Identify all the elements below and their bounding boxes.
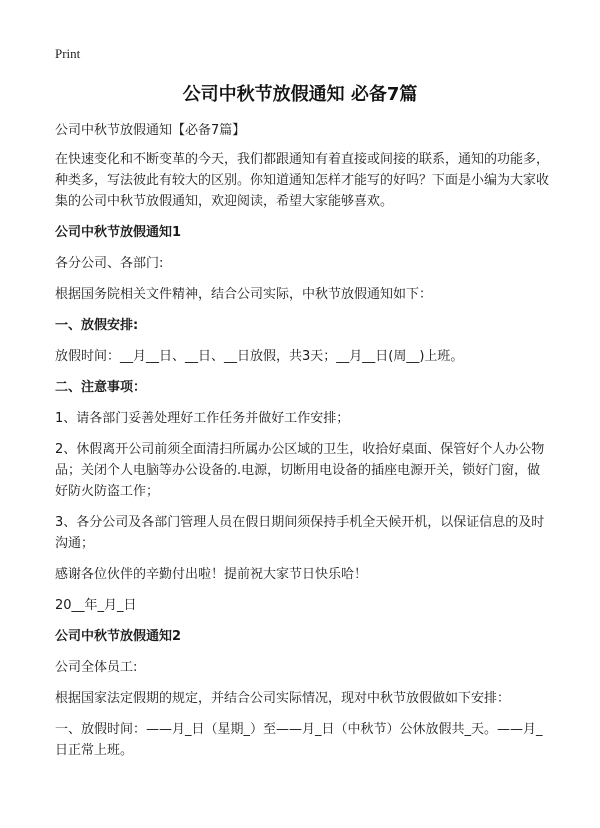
holiday-time: 放假时间：__月__日、__日、__日放假，共3天；__月__日(周__)上班。 (55, 349, 464, 364)
section2-lead: 根据国家法定假期的规定，并结合公司实际情况，现对中秋节放假做如下安排： (55, 691, 511, 706)
note-item: 3、各分公司及各部门管理人员在假日期间须保持手机全天候开机，以保证信息的及时沟通； (55, 515, 545, 551)
holiday-heading: 一、放假安排: (55, 318, 139, 333)
section1-lead: 根据国务院相关文件精神，结合公司实际，中秋节放假通知如下： (55, 287, 433, 302)
section2-heading: 公司中秋节放假通知2 (55, 629, 182, 644)
notes-heading: 二、注意事项： (55, 380, 147, 395)
section1-salutation: 各分公司、各部门: (55, 256, 164, 271)
document-body (55, 120, 550, 761)
thanks-line: 感谢各位伙伴的辛勤付出啦！提前祝大家节日快乐哈！ (55, 567, 368, 582)
note-item: 2、休假离开公司前须全面清扫所属办公区域的卫生，收拾好桌面、保管好个人办公物品；关闭个人电脑等办公设备的.电源，切断用电设备的插座电源开关，锁好门窗，做好防火防盗工作； (55, 442, 545, 499)
document-title: 公司中秋节放假通知 必备7篇 (182, 84, 418, 105)
section2-item1: 一、放假时间：——月_日（星期_）至——月_日（中秋节）公休放假共_天。——月_日正常上班。 (55, 722, 543, 758)
document-subtitle: 公司中秋节放假通知【必备7篇】 (55, 123, 246, 138)
date-line: 20__年_月_日 (55, 598, 137, 613)
section1-heading: 公司中秋节放假通知1 (55, 225, 182, 240)
intro-paragraph: 在快速变化和不断变革的今天，我们都跟通知有着直接或间接的联系，通知的功能多，种类多，写法彼此有较大的区别。你知道通知怎样才能写的好吗？下面是小编为大家收集的公司中秋节放假通知，欢迎阅读，希望大家能够喜欢。 (55, 152, 550, 209)
note-item: 1、请各部门妥善处理好工作任务并做好工作安排； (55, 411, 350, 426)
print-link[interactable]: Print (55, 46, 81, 61)
section2-salutation: 公司全体员工: (55, 660, 138, 675)
